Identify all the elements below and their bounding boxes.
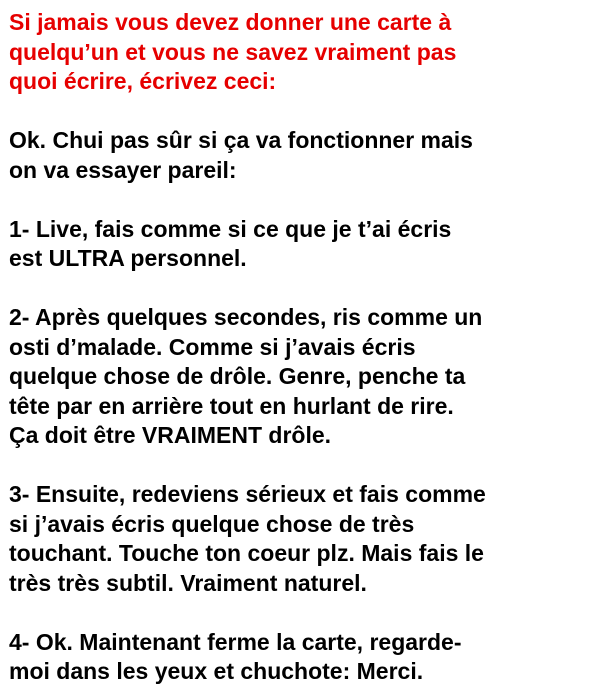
intro-line: Ok. Chui pas sûr si ça va fonctionner mais bbox=[9, 127, 473, 153]
step-2 bbox=[9, 303, 594, 451]
intro-line: on va essayer pareil: bbox=[9, 156, 237, 183]
step-line: 4- Ok. Maintenant ferme la carte, regarde- bbox=[9, 628, 462, 655]
document-page bbox=[9, 8, 594, 687]
step-line: touchant. Touche ton coeur plz. Mais fais le bbox=[9, 540, 484, 566]
step-line: 2- Après quelques secondes, ris comme un bbox=[9, 304, 483, 330]
step-line: est ULTRA personnel. bbox=[9, 245, 247, 271]
step-line: osti d’malade. Comme si j’avais écris bbox=[9, 333, 416, 360]
intro-paragraph bbox=[9, 126, 594, 185]
step-3 bbox=[9, 480, 594, 598]
step-1 bbox=[9, 215, 594, 274]
step-4 bbox=[9, 628, 594, 687]
headline-line: quelqu’un et vous ne savez vraiment pas bbox=[9, 38, 457, 65]
headline-line: quoi écrire, écrivez ceci: bbox=[9, 68, 277, 94]
step-line: 3- Ensuite, redeviens sérieux et fais comme bbox=[9, 481, 486, 507]
step-line: 1- Live, fais comme si ce que je t’ai écris bbox=[9, 215, 452, 242]
headline bbox=[9, 8, 594, 97]
headline-line: Si jamais vous devez donner une carte à bbox=[9, 9, 452, 35]
step-line: Ça doit être VRAIMENT drôle. bbox=[9, 422, 332, 448]
step-line: tête par en arrière tout en hurlant de rire. bbox=[9, 392, 454, 419]
step-line: très très subtil. Vraiment naturel. bbox=[9, 569, 367, 596]
step-line: si j’avais écris quelque chose de très bbox=[9, 510, 415, 537]
step-line: moi dans les yeux et chuchote: Merci. bbox=[9, 658, 424, 684]
step-line: quelque chose de drôle. Genre, penche ta bbox=[9, 363, 466, 389]
